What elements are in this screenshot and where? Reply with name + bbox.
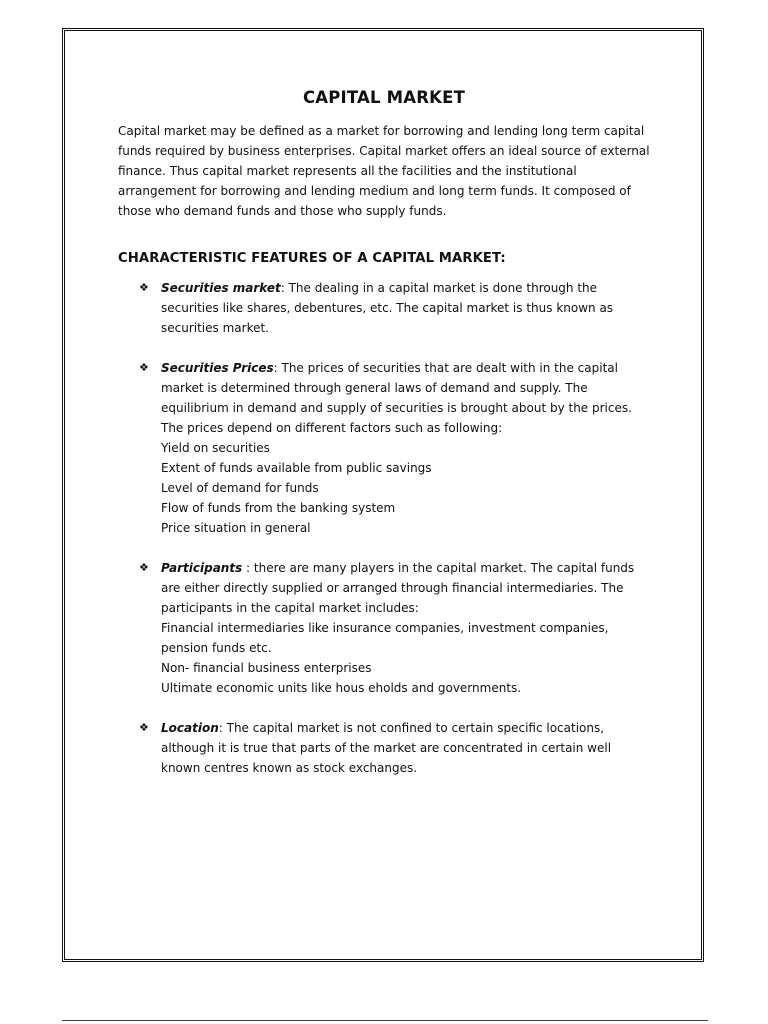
diamond-bullet-icon: ❖ (139, 721, 149, 734)
feature-sub-item: Non- financial business enterprises (161, 661, 372, 675)
feature-term: Location (161, 721, 219, 735)
feature-term: Securities Prices (161, 361, 274, 375)
feature-description: The prices of securities that are dealt with in the capital market is determined through general laws of demand and supply. The equilibrium in demand and supply of securities is brought about by the prices. The prices depend on different factors such as following: (161, 361, 632, 435)
feature-sub-item: Ultimate economic units like hous eholds and governments. (161, 681, 522, 695)
diamond-bullet-icon: ❖ (139, 561, 149, 574)
page-title: CAPITAL MARKET (302, 88, 466, 107)
diamond-bullet-icon: ❖ (139, 281, 149, 294)
feature-term: Participants (161, 561, 243, 575)
feature-sub-item: Price situation in general (161, 521, 311, 535)
feature-separator: : (273, 361, 282, 375)
diamond-bullet-icon: ❖ (139, 361, 149, 374)
feature-description: The dealing in a capital market is done through the securities like shares, debentures, etc. The capital market is thus known as securities market. (161, 281, 614, 335)
feature-separator: : (242, 561, 254, 575)
feature-sub-item: Yield on securities (161, 441, 270, 455)
footer-divider (62, 1020, 708, 1021)
document-body (118, 88, 650, 798)
feature-separator: : (280, 281, 289, 295)
feature-item (118, 558, 650, 698)
feature-term: Securities market (161, 281, 281, 295)
feature-sub-item: Flow of funds from the banking system (161, 501, 396, 515)
feature-list (118, 278, 650, 778)
feature-description: there are many players in the capital market. The capital funds are either directly supplied or arranged through financial intermediaries. The participants in the capital market includes: (161, 561, 635, 615)
feature-description: The capital market is not confined to certain specific locations, although it is true that parts of the market are concentrated in certain well known centres known as stock exchanges. (161, 721, 612, 775)
feature-item (118, 278, 650, 338)
feature-separator: : (218, 721, 227, 735)
section-heading: CHARACTERISTIC FEATURES OF A CAPITAL MARKET: (118, 251, 506, 266)
intro-paragraph: Capital market may be defined as a market for borrowing and lending long term capital funds required by business enterprises. Capital market offers an ideal source of external finance. Thus capital market represents all the facilities and the institutional arrangement for borrowing and lending medium and long term funds. It composed of those who demand funds and those who supply funds. (118, 124, 650, 218)
feature-sub-item: Level of demand for funds (161, 481, 319, 495)
feature-sub-item: Extent of funds available from public savings (161, 461, 432, 475)
feature-sub-item: Financial intermediaries like insurance companies, investment companies, pension funds etc. (161, 621, 609, 655)
feature-item (118, 718, 650, 778)
feature-item (118, 358, 650, 538)
